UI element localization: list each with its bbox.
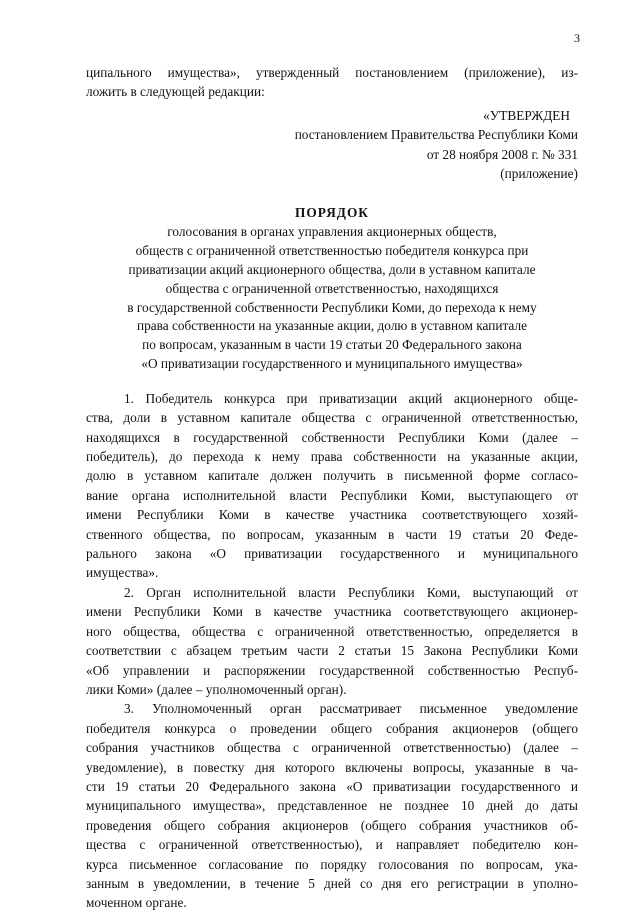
subtitle-line: «О приватизации государственного и муниципального имущества» bbox=[141, 356, 523, 372]
paragraph-line: сти 19 статьи 20 Федерального закона «О приватизации государственного и bbox=[86, 778, 578, 794]
paragraph-line: 1. Победитель конкурса при приватизации акций акционерного обще- bbox=[124, 390, 578, 406]
intro-text bbox=[86, 63, 578, 102]
paragraph-line: находящихся в государственной собственности Республики Коми (далее – bbox=[86, 429, 578, 445]
paragraph-line: победителя конкурса о проведении общего собрания акционеров (общего bbox=[86, 720, 578, 736]
document-subtitle bbox=[86, 223, 578, 373]
subtitle-line: обществ с ограниченной ответственностью победителя конкурса при bbox=[135, 243, 529, 259]
paragraph-line: ственного общества, по вопросам, указанным в части 19 статьи 20 Феде- bbox=[86, 526, 578, 542]
paragraph-line: имени Республики Коми в качестве участника соответствующего акционер- bbox=[86, 604, 578, 620]
paragraph-1 bbox=[86, 389, 578, 583]
paragraph-line: моченном органе. bbox=[86, 895, 187, 911]
paragraph-2 bbox=[86, 583, 578, 699]
paragraph-line: долю в уставном капитале должен получить в письменной форме согласо- bbox=[86, 468, 578, 484]
paragraph-3 bbox=[86, 699, 578, 912]
page-number: 3 bbox=[574, 31, 580, 45]
paragraph-line: «Об управлении и распоряжении государственной собственностью Респуб- bbox=[86, 662, 578, 678]
subtitle-line: приватизации акций акционерного общества, доли в уставном капитале bbox=[128, 262, 536, 278]
subtitle-line: в государственной собственности Республики Коми, до перехода к нему bbox=[127, 299, 537, 315]
intro-line: ложить в следующей редакции: bbox=[86, 84, 265, 100]
approval-stamp bbox=[86, 106, 578, 184]
paragraph-line: занным в уведомлении, в течение 5 дней со дня его регистрации в уполно- bbox=[86, 875, 578, 891]
paragraph-line: рального закона «О приватизации государственного и муниципального bbox=[86, 546, 578, 562]
paragraph-line: имени Республики Коми в качестве участника соответствующего хозяй- bbox=[86, 507, 578, 523]
subtitle-line: права собственности на указанные акции, долю в уставном капитале bbox=[137, 318, 527, 334]
paragraph-line: проведения общего собрания акционеров (общего собрания участников об- bbox=[86, 817, 578, 833]
approval-line: постановлением Правительства Республики Коми bbox=[294, 127, 578, 143]
subtitle-line: по вопросам, указанным в части 19 статьи 20 Федерального закона bbox=[142, 337, 522, 353]
paragraph-line: щества с ограниченной ответственностью), и направляет победителю кон- bbox=[86, 837, 578, 853]
paragraph-line: лики Коми» (далее – уполномоченный орган). bbox=[86, 681, 347, 697]
subtitle-line: голосования в органах управления акционерных обществ, bbox=[167, 224, 497, 240]
paragraph-line: уведомление), в повестку дня которого включены вопросы, указанные в ча- bbox=[86, 759, 578, 775]
approval-line: от 28 ноября 2008 г. № 331 bbox=[426, 146, 578, 162]
document-content bbox=[86, 63, 578, 913]
intro-line: ципального имущества», утвержденный постановлением (приложение), из- bbox=[86, 65, 578, 80]
paragraph-line: собрания участников общества с ограниченной ответственностью) (далее – bbox=[86, 740, 578, 756]
paragraph-line: ного общества, общества с ограниченной ответственностью, определяется в bbox=[86, 623, 578, 639]
paragraph-line: 3. Уполномоченный орган рассматривает письменное уведомление bbox=[124, 701, 578, 717]
approval-line: (приложение) bbox=[500, 166, 578, 182]
document-title: ПОРЯДОК bbox=[295, 205, 369, 221]
paragraph-line: имущества». bbox=[86, 565, 159, 581]
paragraph-line: соответствии с абзацем третьим части 2 статьи 15 Закона Республики Коми bbox=[86, 643, 578, 659]
paragraph-line: муниципального имущества», представленное не позднее 10 дней до даты bbox=[86, 798, 578, 814]
paragraph-line: ства, доли в уставном капитале общества с ограниченной ответственностью, bbox=[86, 410, 578, 426]
subtitle-line: общества с ограниченной ответственностью, находящихся bbox=[165, 280, 499, 296]
paragraph-line: 2. Орган исполнительной власти Республики Коми, выступающий от bbox=[124, 584, 578, 600]
document-body bbox=[86, 389, 578, 913]
paragraph-line: вание органа исполнительной власти Республики Коми, выступающего от bbox=[86, 487, 578, 503]
approval-heading: «УТВЕРЖДЕН bbox=[483, 107, 570, 123]
paragraph-line: курса письменное согласование по порядку голосования по вопросам, ука- bbox=[86, 856, 578, 872]
paragraph-line: победитель), до перехода к нему права собственности на указанные акции, bbox=[86, 449, 578, 465]
